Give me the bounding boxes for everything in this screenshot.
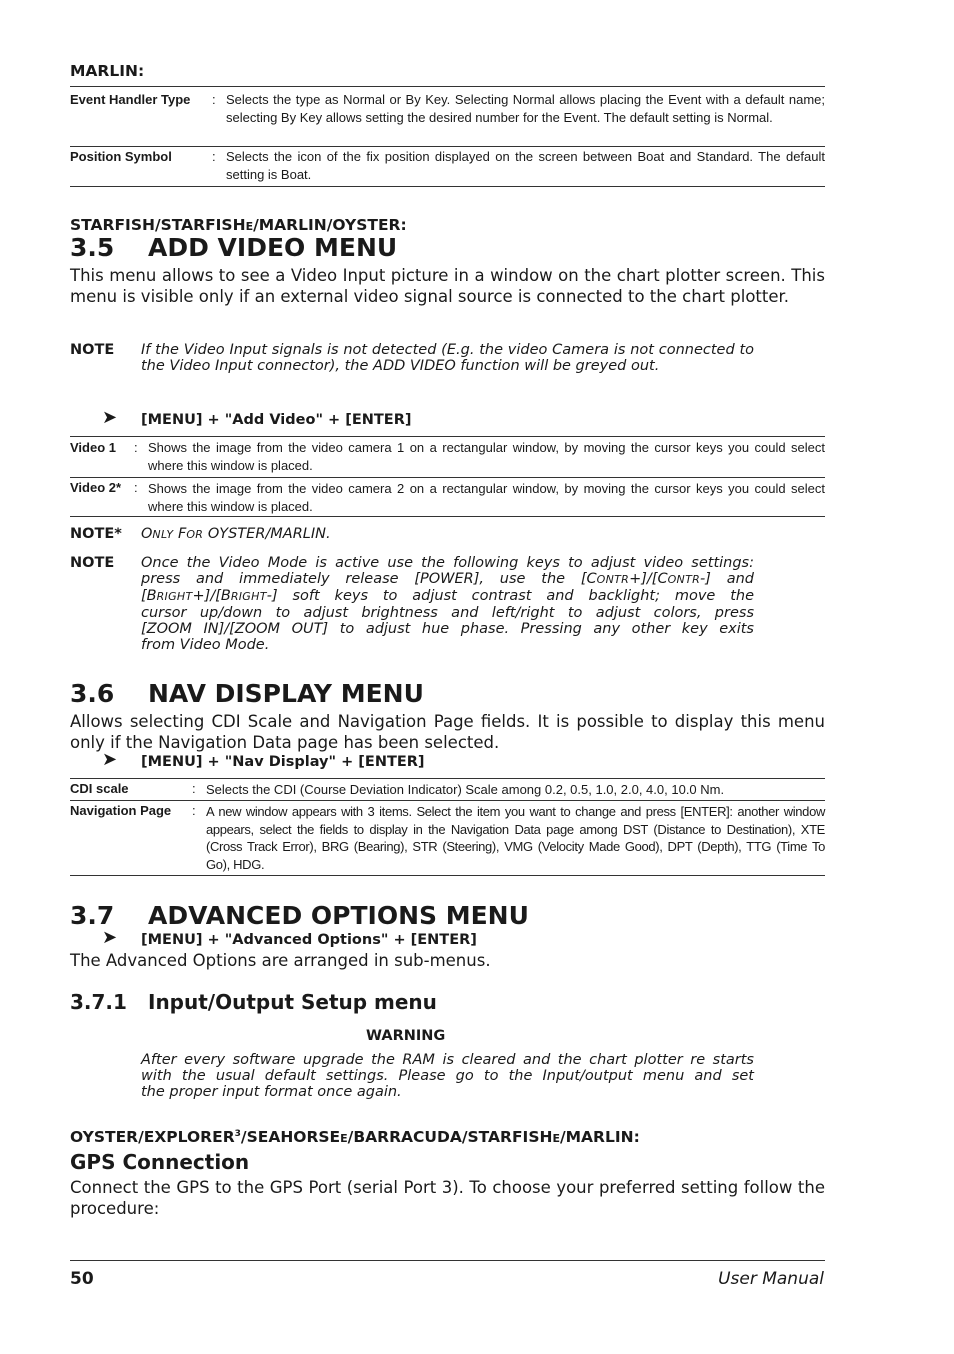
gps-connection-title: GPS Connection	[70, 1150, 250, 1174]
warning-text: After every software upgrade the RAM is cleared and the chart plotter re starts with the usual default settings. Please go to the Input/output menu and set the proper input format once again.	[141, 1052, 754, 1100]
note-text: Once the Video Mode is active use the following keys to adjust video settings: press and immediately release [POWER], use the [CONTR+]/[CONTR-] and [BRIGHT+]/[BRIGHT-] soft keys to adjust contrast and backlight; move the cursor up/down to adjust brightness and left/right to adjust colors, press [ZOOM IN]/[ZOOM OUT] to adjust hue phase. Pressing any other key exits from Video Mode.	[141, 555, 754, 653]
note-text: ONLY FOR OYSTER/MARLIN.	[141, 526, 331, 542]
row-label: CDI scale	[70, 781, 129, 796]
section-body: Allows selecting CDI Scale and Navigation Page fields. It is possible to display this menu only if the Navigation Data page has been selected.	[70, 712, 825, 752]
divider	[70, 86, 825, 87]
colon: :	[212, 92, 216, 107]
divider	[70, 800, 825, 801]
row-description: A new window appears with 3 items. Select the item you want to change and press [ENTER]: another window appears, select the fields to display in the Navigation Data page among DST (Distance to Destination), XTE (Cross Track Error), BRG (Bearing), STR (Steering), VMG (Velocity Made Good), DPT (Depth), TTG (Time To Go), HDG.	[206, 804, 825, 872]
row-description: Selects the CDI (Course Deviation Indicator) Scale among 0.2, 0.5, 1.0, 2.0, 4.0, 10.0 Nm.	[206, 782, 725, 797]
section-body: This menu allows to see a Video Input picture in a window on the chart plotter screen. This menu is visible only if an external video signal source is connected to the chart plotter.	[70, 266, 825, 306]
colon: :	[134, 440, 138, 455]
row-description: Shows the image from the video camera 1 on a rectangular window, by moving the cursor keys you could select where this window is placed.	[148, 440, 825, 473]
row-label: Video 2*	[70, 480, 122, 495]
colon: :	[212, 149, 216, 164]
colon: :	[192, 803, 196, 818]
row-description: Selects the icon of the fix position displayed on the screen between Boat and Standard. The default setting is Boat.	[226, 149, 825, 182]
section-title-3-5: 3.5 ADD VIDEO MENU	[70, 233, 398, 262]
row-description: Selects the type as Normal or By Key. Selecting Normal allows placing the Event with a default name; selecting By Key allows setting the desired number for the Event. The default setting is Normal.	[226, 92, 825, 125]
section-body: Connect the GPS to the GPS Port (serial Port 3). To choose your preferred setting follow the procedure:	[70, 1178, 825, 1218]
section-title-3-6: 3.6 NAV DISPLAY MENU	[70, 679, 424, 708]
divider	[70, 778, 825, 779]
row-label: Event Handler Type	[70, 92, 191, 107]
divider	[70, 146, 825, 147]
models-header: STARFISH/STARFISHE/MARLIN/OYSTER:	[70, 216, 407, 234]
menu-command: [MENU] + "Advanced Options" + [ENTER]	[141, 932, 477, 948]
row-description: Shows the image from the video camera 2 on a rectangular window, by moving the cursor keys you could select where this window is placed.	[148, 481, 825, 514]
chevron-right-icon: ➤	[102, 749, 118, 770]
note-label: NOTE	[70, 342, 115, 358]
divider	[70, 436, 825, 437]
marlin-header: MARLIN:	[70, 62, 145, 80]
section-body: The Advanced Options are arranged in sub-menus.	[70, 951, 491, 970]
footer-divider	[70, 1260, 825, 1261]
colon: :	[192, 781, 196, 796]
chevron-right-icon: ➤	[102, 927, 118, 948]
page-number: 50	[70, 1269, 94, 1289]
divider	[70, 875, 825, 876]
chevron-right-icon: ➤	[102, 407, 118, 428]
row-label: Navigation Page	[70, 803, 172, 818]
note-text: If the Video Input signals is not detected (E.g. the video Camera is not connected to the Video Input connector), the ADD VIDEO function will be greyed out.	[141, 342, 754, 374]
note-label: NOTE*	[70, 526, 122, 542]
note-label: NOTE	[70, 555, 115, 571]
footer-title: User Manual	[718, 1269, 824, 1289]
divider	[70, 186, 825, 187]
colon: :	[134, 480, 138, 495]
subsection-title-3-7-1: 3.7.1 Input/Output Setup menu	[70, 990, 437, 1014]
divider	[70, 516, 825, 517]
warning-label: WARNING	[366, 1028, 446, 1044]
divider	[70, 477, 825, 478]
menu-command: [MENU] + "Add Video" + [ENTER]	[141, 412, 412, 428]
row-label: Video 1	[70, 440, 117, 455]
menu-command: [MENU] + "Nav Display" + [ENTER]	[141, 754, 425, 770]
models-header: OYSTER/EXPLORER$^3$/SEAHORSEE/BARRACUDA/STARFISHE/MARLIN:	[70, 1128, 640, 1146]
row-label: Position Symbol	[70, 149, 172, 164]
section-title-3-7: 3.7 ADVANCED OPTIONS MENU	[70, 901, 529, 930]
